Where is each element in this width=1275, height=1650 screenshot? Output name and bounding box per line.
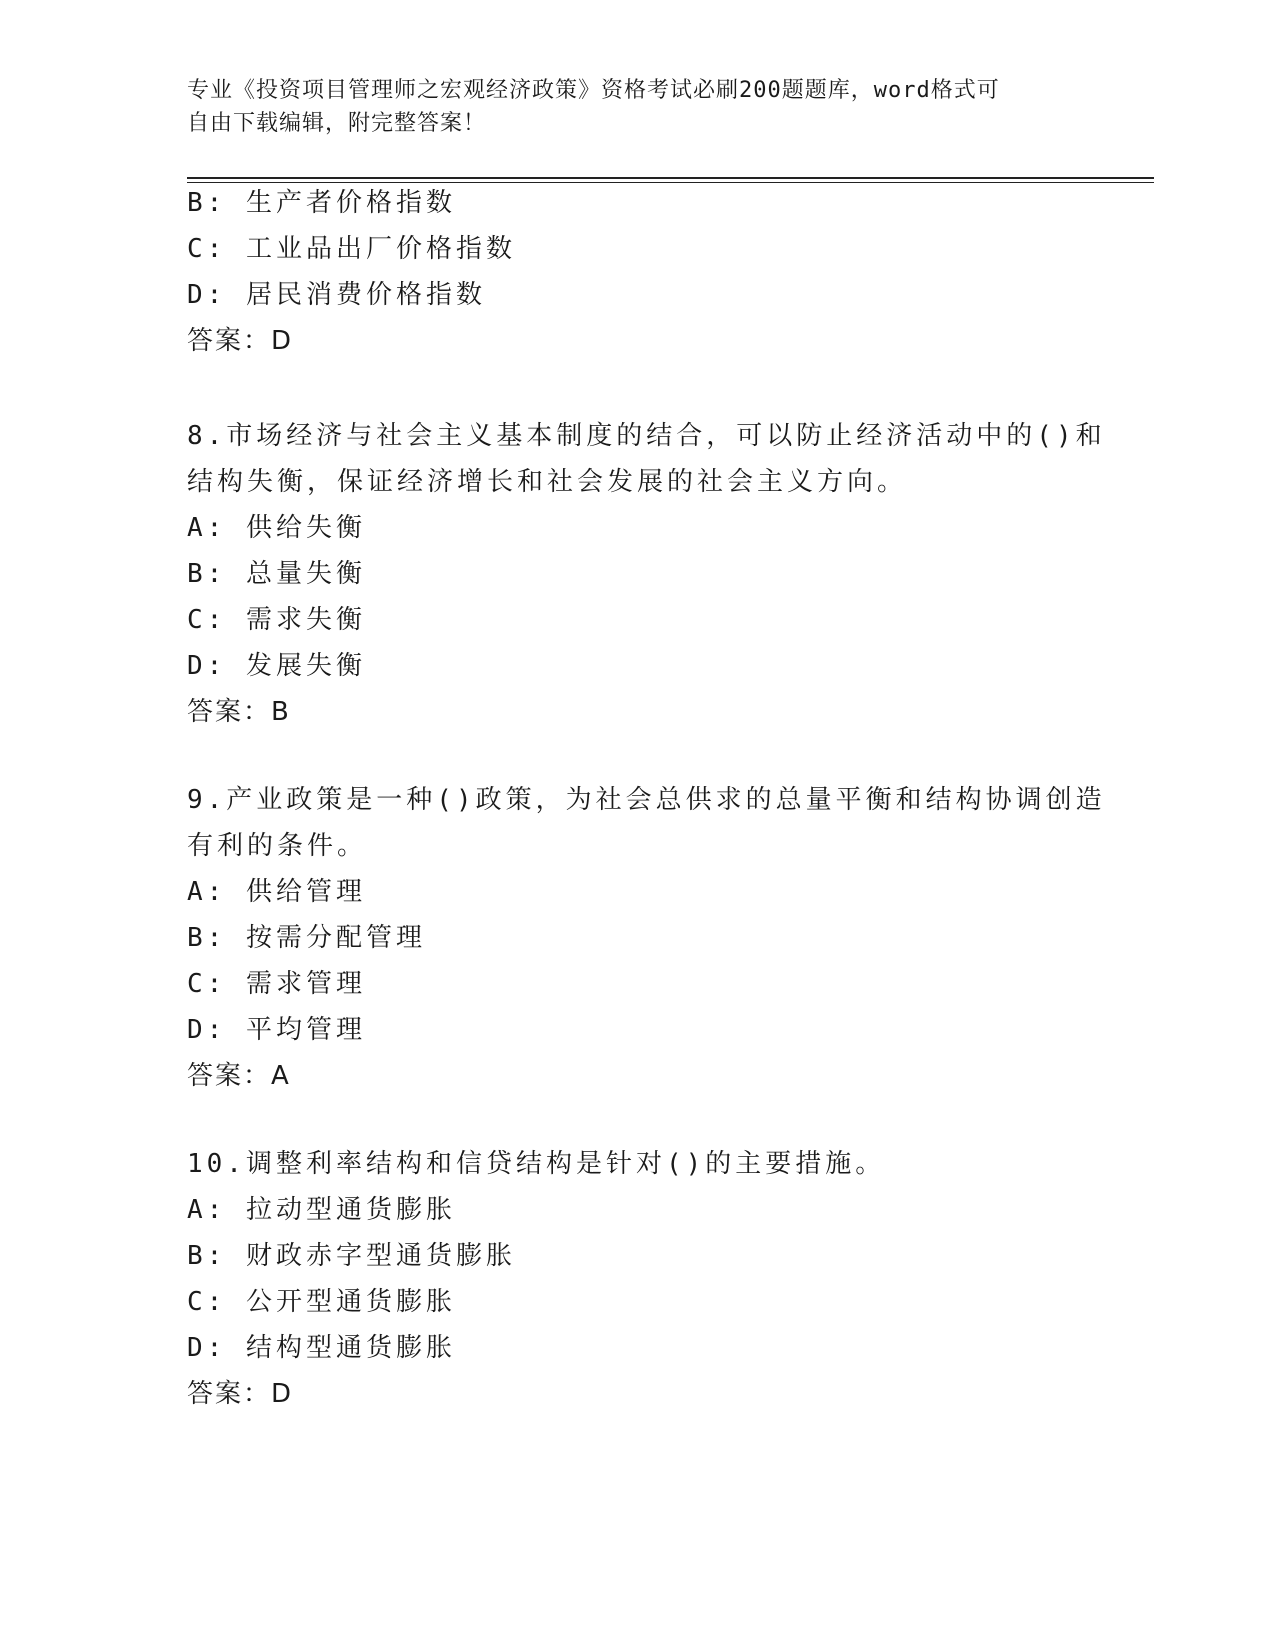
question-stem-line-2: 结构失衡，保证经济增长和社会发展的社会主义方向。	[187, 467, 908, 497]
option-c: C: 需求失衡	[187, 605, 366, 635]
option-d: D: 居民消费价格指数	[187, 280, 486, 310]
option-a: A: 拉动型通货膨胀	[187, 1195, 456, 1225]
partial-question	[187, 180, 1087, 364]
answer-line: 答案：D	[187, 326, 294, 356]
header-title-line-2: 自由下载编辑，附完整答案！	[187, 111, 487, 136]
document-header	[187, 74, 1087, 140]
header-title-line-1: 专业《投资项目管理师之宏观经济政策》资格考试必刷200题题库，word格式可	[187, 78, 1000, 103]
option-a: A: 供给失衡	[187, 513, 366, 543]
option-b: B: 总量失衡	[187, 559, 366, 589]
option-c: C: 工业品出厂价格指数	[187, 234, 516, 264]
option-c: C: 公开型通货膨胀	[187, 1287, 456, 1317]
option-d: D: 平均管理	[187, 1015, 366, 1045]
question-stem-line-1: 10.调整利率结构和信贷结构是针对()的主要措施。	[187, 1149, 886, 1179]
question-stem-line-1: 9.产业政策是一种()政策，为社会总供求的总量平衡和结构协调创造	[187, 785, 1106, 815]
question-9	[187, 777, 1106, 1099]
answer-line: 答案：A	[187, 1061, 291, 1091]
answer-line: 答案：D	[187, 1379, 294, 1409]
option-b: B: 财政赤字型通货膨胀	[187, 1241, 516, 1271]
option-d: D: 结构型通货膨胀	[187, 1333, 456, 1363]
answer-line: 答案：B	[187, 697, 291, 727]
option-b: B: 生产者价格指数	[187, 188, 456, 218]
question-stem-line-1: 8.市场经济与社会主义基本制度的结合，可以防止经济活动中的()和	[187, 421, 1106, 451]
question-8	[187, 413, 1106, 735]
option-a: A: 供给管理	[187, 877, 366, 907]
option-c: C: 需求管理	[187, 969, 366, 999]
option-b: B: 按需分配管理	[187, 923, 426, 953]
option-d: D: 发展失衡	[187, 651, 366, 681]
question-stem-line-2: 有利的条件。	[187, 831, 368, 861]
question-10	[187, 1141, 1087, 1417]
